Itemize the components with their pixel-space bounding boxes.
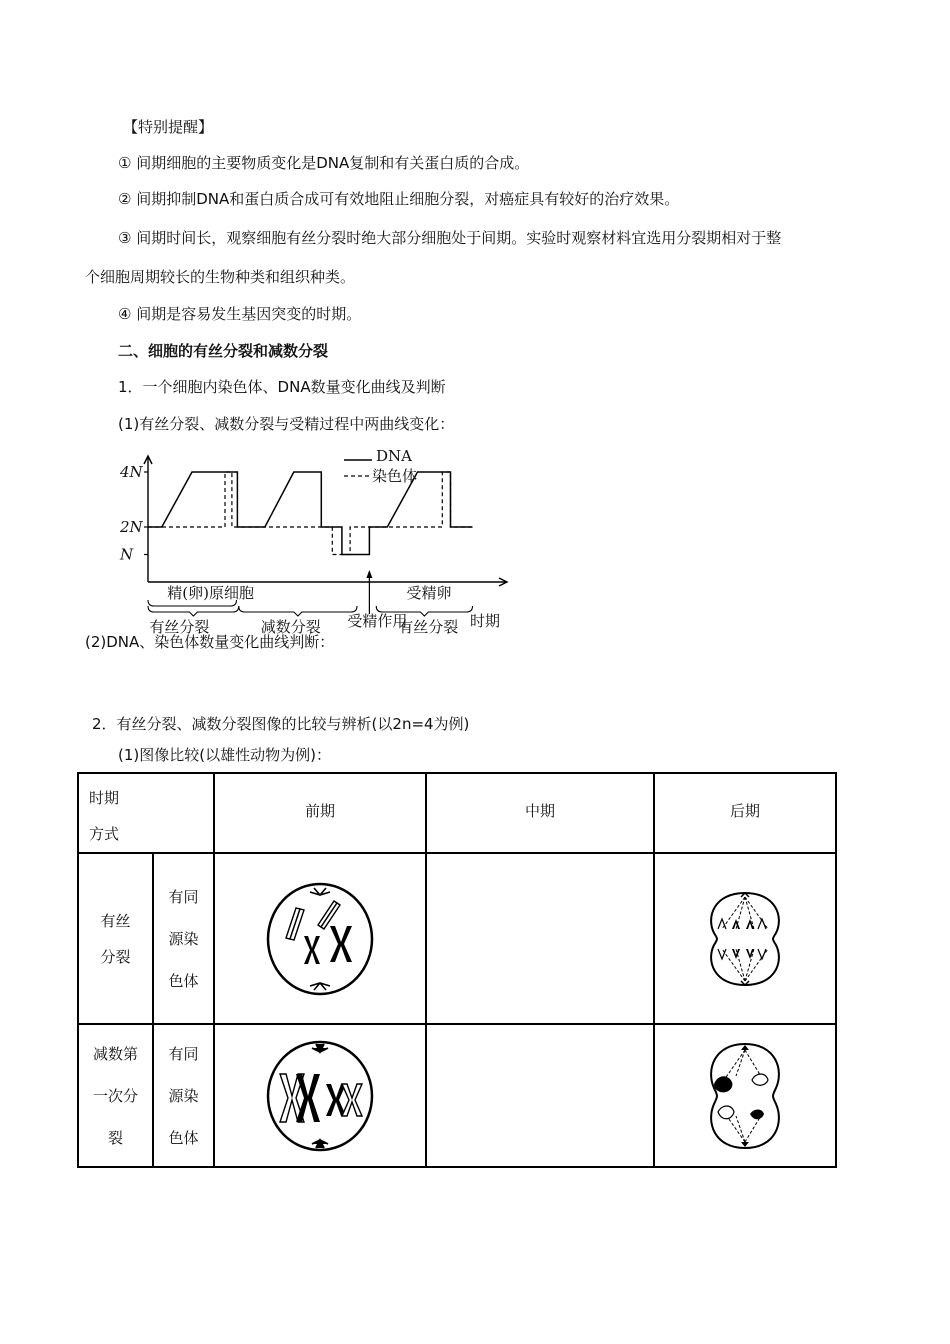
row-meiosis1-homolog [153, 1024, 214, 1167]
y-tick-label: N [120, 545, 134, 564]
reminder-point-4: ④ 间期是容易发生基因突变的时期。 [118, 305, 362, 323]
y-tick-label: 2N [120, 518, 143, 536]
chromosome-series-line [148, 472, 473, 555]
row-mitosis-type [78, 853, 153, 1024]
legend-dna-label: DNA [376, 447, 412, 465]
meiosis1-anaphase-cell [654, 1024, 836, 1167]
mitosis-anaphase-diagram [706, 889, 784, 989]
row-meiosis1-homolog-line-3: 色体 [168, 1128, 199, 1147]
col-header-anaphase: 后期 [654, 773, 836, 853]
header-mode: 方式 [89, 825, 120, 843]
fertilization-arrow [366, 570, 372, 578]
mitosis-metaphase-cell [426, 853, 654, 1024]
reminder-point-2: ② 间期抑制DNA和蛋白质合成可有效地阻止细胞分裂，对癌症具有较好的治疗效果。 [118, 190, 680, 208]
y-tick-label: 4N [120, 463, 143, 481]
row-meiosis1-type [78, 1024, 153, 1167]
reminder-point-3-cont: 个细胞周期较长的生物种类和组织种类。 [85, 268, 356, 286]
reminder-point-3: ③ 间期时间长，观察细胞有丝分裂时绝大部分细胞处于间期。实验时观察材料宜选用分裂期相对于整 [118, 229, 782, 247]
row-mitosis-homolog-line-2: 源染 [168, 929, 199, 948]
meiosis1-anaphase-diagram [706, 1040, 784, 1152]
dna-chromosome-curve-chart [118, 444, 518, 636]
brace-meiosis [239, 606, 357, 616]
region-label-meiosis: 减数分裂 [260, 618, 321, 636]
mitosis-prophase-diagram [264, 880, 376, 998]
item-1-sub-2: (2)DNA、染色体数量变化曲线判断： [85, 633, 335, 651]
legend-chromosome-label: 染色体 [372, 467, 418, 485]
section-title: 二、细胞的有丝分裂和减数分裂 [118, 342, 329, 360]
row-meiosis1-homolog-line-1: 有同 [168, 1044, 199, 1063]
row-meiosis1-homolog-line-2: 源染 [168, 1086, 199, 1105]
item-1-heading: 1．一个细胞内染色体、DNA数量变化曲线及判断 [118, 378, 446, 396]
region-label-fertilization: 受精作用 [347, 612, 408, 630]
x-axis-label: 时期 [470, 612, 501, 630]
row-meiosis1-type-line-3: 裂 [107, 1128, 123, 1147]
region-label-mitosis-2: 有丝分裂 [398, 618, 459, 636]
row-meiosis1-type-line-1: 减数第 [92, 1044, 138, 1063]
col-header-prophase: 前期 [214, 773, 426, 853]
col-header-metaphase: 中期 [426, 773, 654, 853]
reminder-heading: 【特别提醒】 [123, 118, 214, 136]
meiosis1-metaphase-cell [426, 1024, 654, 1167]
mitosis-prophase-cell [214, 853, 426, 1024]
row-mitosis-homolog-line-1: 有同 [168, 887, 199, 906]
header-period: 时期 [89, 789, 120, 807]
mitosis-anaphase-cell [654, 853, 836, 1024]
region-label-germ-cell: 精(卵)原细胞 [167, 584, 254, 602]
row-mitosis-type-line-1: 有丝 [100, 911, 131, 930]
brace-mitosis-1 [148, 606, 239, 616]
item-1-sub-1: (1)有丝分裂、减数分裂与受精过程中两曲线变化： [118, 415, 455, 433]
region-label-zygote: 受精卵 [406, 584, 452, 602]
dna-series-line [148, 472, 473, 555]
region-label-mitosis-1: 有丝分裂 [149, 618, 210, 636]
item-2-heading: 2．有丝分裂、减数分裂图像的比较与辨析(以2n=4为例) [92, 715, 470, 733]
row-mitosis-homolog [153, 853, 214, 1024]
row-mitosis-homolog-line-3: 色体 [168, 971, 199, 990]
header-corner-cell [78, 773, 214, 853]
meiosis1-prophase-cell [214, 1024, 426, 1167]
reminder-point-1: ① 间期细胞的主要物质变化是DNA复制和有关蛋白质的合成。 [118, 154, 530, 172]
comparison-table [77, 772, 837, 1168]
meiosis1-prophase-diagram [264, 1038, 376, 1154]
row-meiosis1-type-line-2: 一次分 [92, 1086, 138, 1105]
item-2-sub-1: (1)图像比较(以雄性动物为例)： [118, 746, 331, 764]
row-mitosis-type-line-2: 分裂 [100, 947, 131, 966]
